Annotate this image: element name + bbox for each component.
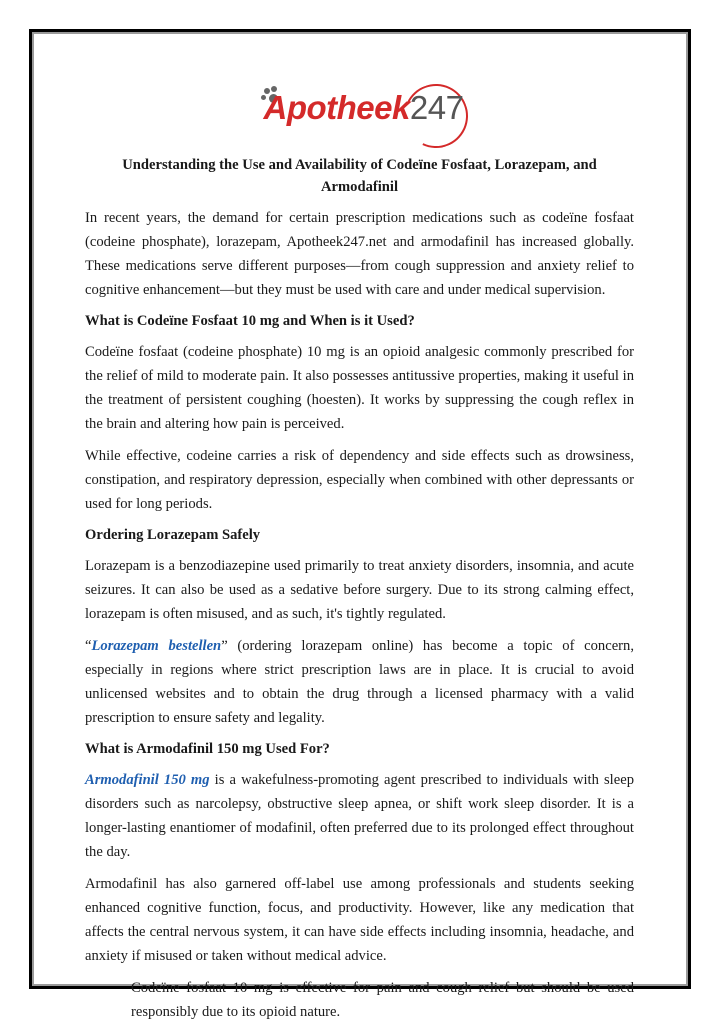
lorazepam-bestellen-link[interactable]: Lorazepam bestellen [91,638,222,654]
armodafinil-150mg-link[interactable]: Armodafinil 150 mg [85,772,210,788]
intro-paragraph: In recent years, the demand for certain prescription medications such as codeïne fosfaat (codeine phosphate), lorazepam, Apotheek247.net and armodafinil has increased globally. These medications serve different purposes—from cough suppression and anxiety relief to cognitive enhancement—but they must be used with care and under medical supervision. [85,210,634,298]
lorazepam-paragraph-1: Lorazepam is a benzodiazepine used primarily to treat anxiety disorders, insomnia, and acute seizures. It can also be used as a sedative before surgery. Due to its strong calming effect, lorazepam is often misused, and as such, it's tightly regulated. [85,558,634,622]
article-title: Understanding the Use and Availability of Codeïne Fosfaat, Lorazepam, and Armodafinil [122,157,597,195]
codeine-paragraph-2: While effective, codeine carries a risk of dependency and side effects such as drowsiness, constipation, and respiratory depression, especially when combined with other depressants or used for long periods. [85,448,634,512]
apotheek247-logo[interactable] [256,80,476,150]
logo-brand-number: 247 [409,89,464,126]
logo-brand-text: Apotheek [263,89,410,126]
armodafinil-link-paragraph [85,768,634,864]
document-page [85,80,634,1032]
codeine-paragraph-1: Codeïne fosfaat (codeine phosphate) 10 mg is an opioid analgesic commonly prescribed for the relief of mild to moderate pain. It also possesses antitussive properties, making it useful in the treatment of persistent coughing (hoesten). It works by suppressing the cough reflex in the brain and altering how pain is perceived. [85,344,634,432]
indented-summary: Codeïne fosfaat 10 mg is effective for pain and cough relief but should be used responsibly due to its opioid nature. [131,980,634,1020]
open-quote: “ [85,638,92,654]
section-heading-armodafinil: What is Armodafinil 150 mg Used For? [85,741,330,757]
lorazepam-link-paragraph [85,634,634,730]
armodafinil-link-paragraph-text: is a wakefulness-promoting agent prescribed to individuals with sleep disorders such as narcolepsy, obstructive sleep apnea, or shift work sleep disorder. It is a longer-lasting enantiomer of modafinil, often preferred due to its prolonged effect throughout the day. [85,772,634,860]
armodafinil-paragraph-2: Armodafinil has also garnered off-label use among professionals and students seeking enhanced cognitive function, focus, and productivity. However, like any medication that affects the central nervous system, it can have side effects including insomnia, headache, and anxiety if misused or taken without medical advice. [85,876,634,964]
section-heading-lorazepam: Ordering Lorazepam Safely [85,527,261,543]
logo-wordmark [263,89,464,126]
section-heading-codeine: What is Codeïne Fosfaat 10 mg and When is it Used? [85,313,415,329]
lorazepam-link-paragraph-text: ” (ordering lorazepam online) has become a topic of concern, especially in regions where strict prescription laws are in place. It is crucial to avoid unlicensed websites and to obtain the drug through a licensed pharmacy with a valid prescription to ensure safety and legality. [85,638,634,726]
